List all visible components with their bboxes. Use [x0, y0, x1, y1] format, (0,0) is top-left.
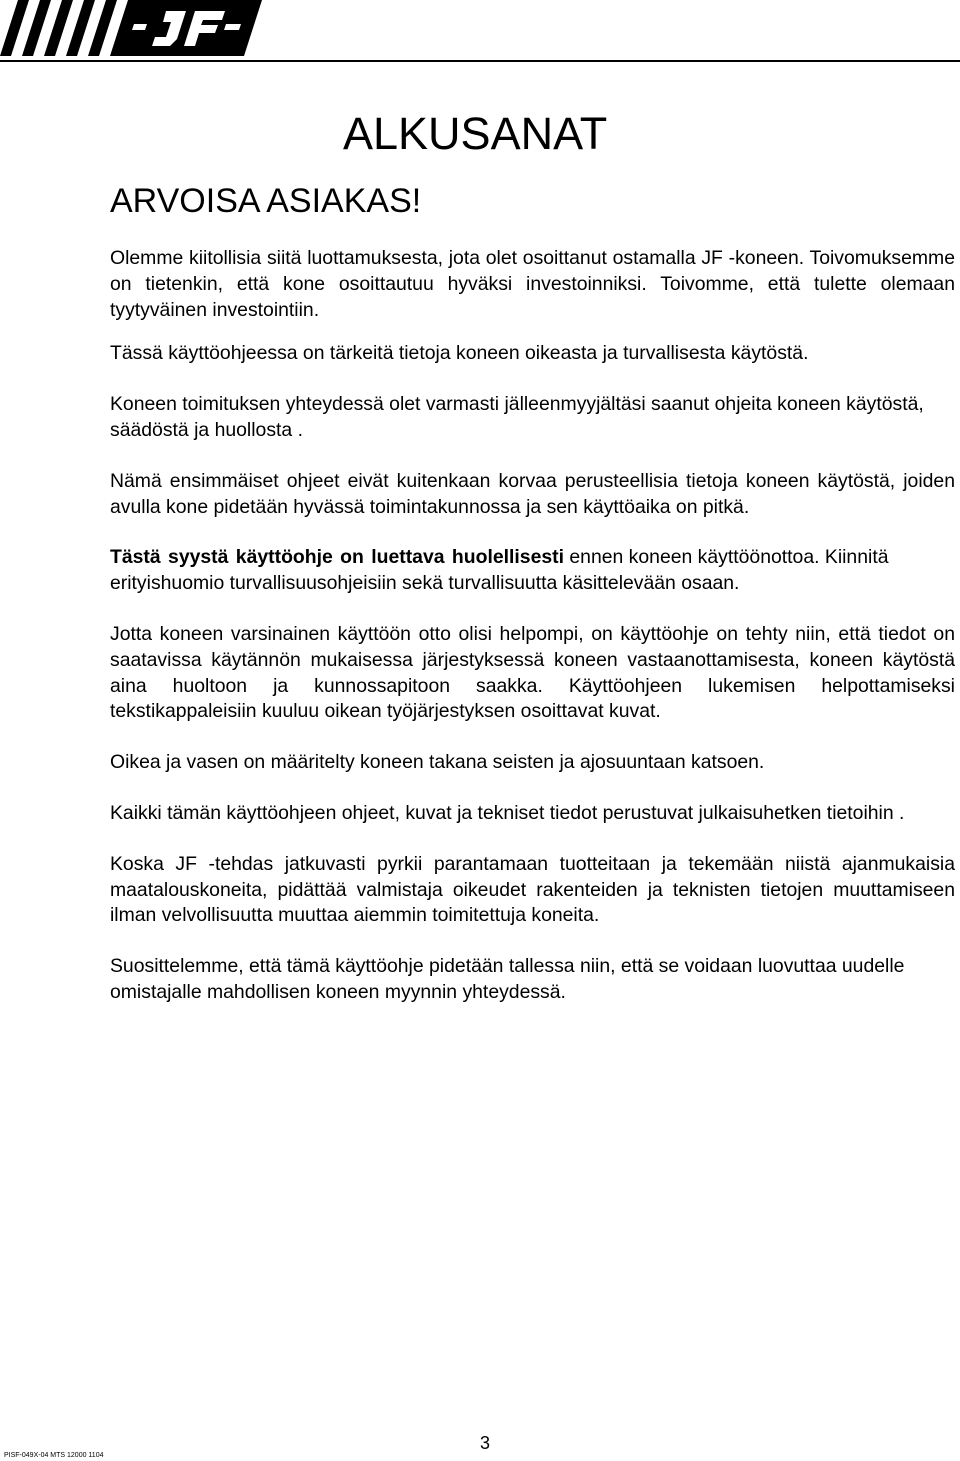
- paragraph-keep-manual: Suosittelemme, että tämä käyttöohje pidetään tallessa niin, että se voidaan luovuttaa uudelle omistajalle mahdollisen koneen myynnin yhteydessä.: [110, 955, 905, 1003]
- paragraph-left-right: Oikea ja vasen on määritelty koneen takana seisten ja ajosuuntaan katsoen.: [110, 751, 765, 774]
- header-divider: [0, 60, 960, 62]
- paragraph-thanks: Olemme kiitollisia siitä luottamuksesta, jota olet osoittanut ostamalla JF -koneen. Toivomuksemme on tietenkin, että kone osoittautuu hyväksi investoinniksi. Toivomme, että tulette olemaan tyytyväinen investointiin.: [110, 247, 955, 321]
- paragraph-manual-info: Tässä käyttöohjeessa on tärkeitä tietoja koneen oikeasta ja turvallisesta käytöstä.: [110, 342, 809, 365]
- paragraph-read-carefully: [110, 545, 955, 597]
- jf-logo: [0, 0, 262, 56]
- page-number: 3: [480, 1433, 491, 1453]
- document-code: PISF-049X-04 MTS 12000 1104: [4, 1452, 104, 1459]
- paragraph-publication-data: Kaikki tämän käyttöohjeen ohjeet, kuvat ja tekniset tiedot perustuvat julkaisuhetken tietoihin .: [110, 801, 905, 824]
- paragraph-manual-structure: Jotta koneen varsinainen käyttöön otto olisi helpompi, on käyttöohje on tehty niin, että tiedot on saatavissa käytännön mukaisessa järjestyksessä koneen vastaanottamisesta, koneen käytöstä aina huoltoon ja kunnossapitoon saakka. Käyttöohjeen lukemisen helpottamiseksi tekstikappaleisiin kuuluu oikean työjärjestyksen osoittavat kuvat.: [110, 622, 955, 723]
- paragraph-changes-reserved: Koska JF -tehdas jatkuvasti pyrkii parantamaan tuotteitaan ja tekemään niistä ajanmukaisia maatalouskoneita, pidättää valmistaja oikeudet rakenteiden ja teknisten tietojen muuttamiseen ilman velvollisuutta muuttaa aiemmin toimitettuja koneita.: [110, 852, 955, 927]
- paragraph-delivery: Koneen toimituksen yhteydessä olet varmasti jälleenmyyjältäsi saanut ohjeita koneen käytöstä, säädöstä ja huollosta .: [110, 393, 924, 441]
- preface-body: [110, 246, 955, 1006]
- page-title: ALKUSANAT: [343, 108, 608, 159]
- read-carefully-rest: ennen koneen käyttöönottoa. Kiinnitä erityishuomio turvallisuusohjeisiin sekä turvallisuutta käsittelevään osaan.: [110, 546, 889, 595]
- greeting-heading: ARVOISA ASIAKAS!: [110, 182, 422, 220]
- paragraph-first-instructions: Nämä ensimmäiset ohjeet eivät kuitenkaan korvaa perusteellisia tietoja koneen käytöstä, joiden avulla kone pidetään hyvässä toimintakunnossa ja sen käyttöaika on pitkä.: [110, 469, 955, 518]
- read-carefully-emphasis: Tästä syystä käyttöohje on luettava huolellisesti: [110, 546, 564, 569]
